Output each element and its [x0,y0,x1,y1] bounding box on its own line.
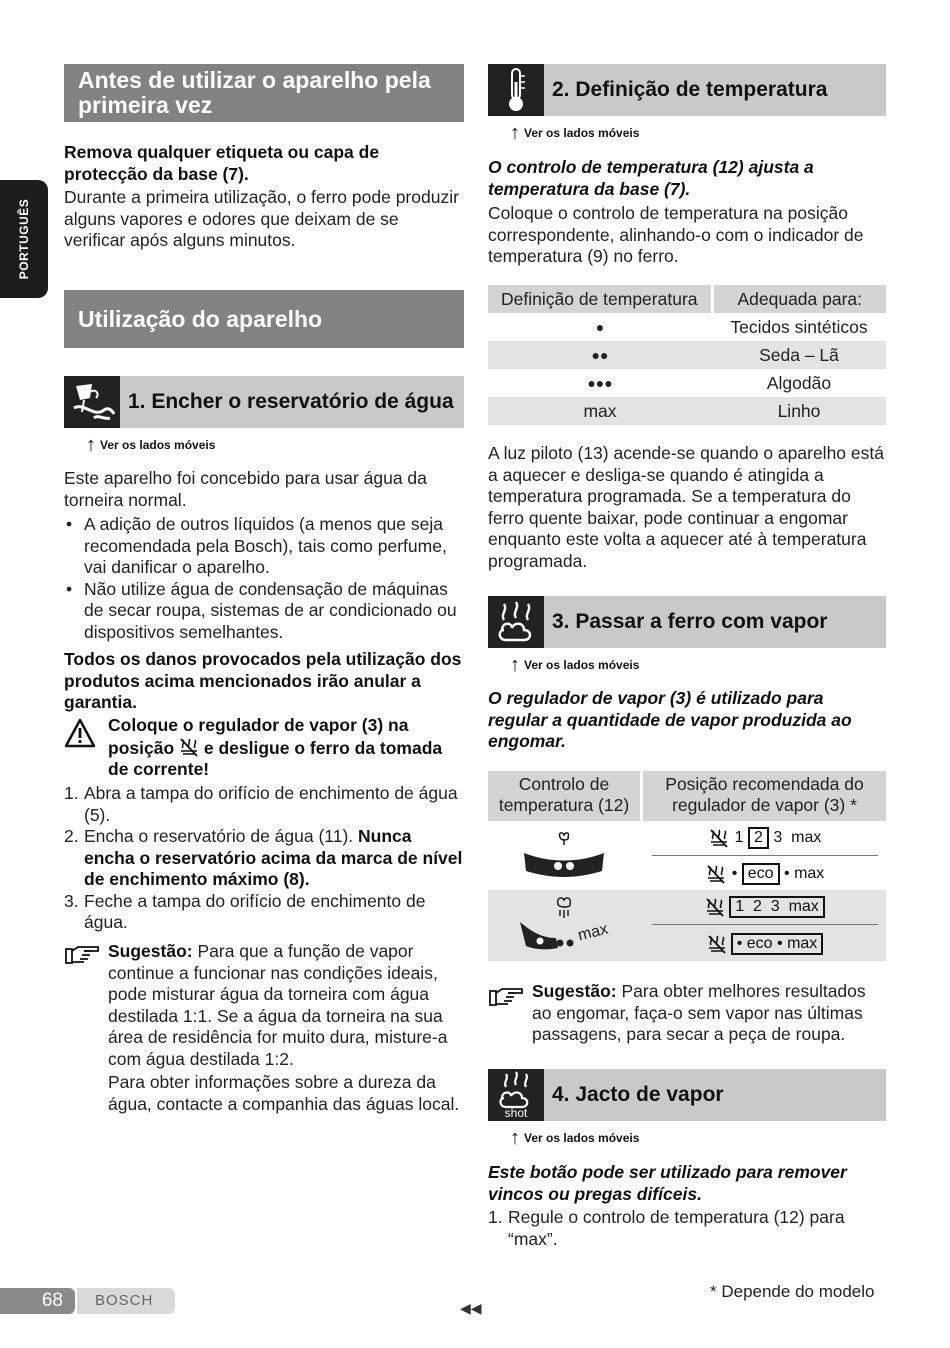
previous-page-icon[interactable]: ◀◀ [460,1300,482,1316]
section-steam-title: 3. Passar a ferro com vapor [552,610,828,633]
steam-setting-option [652,890,878,925]
table-cell: Tecidos sintéticos [730,316,868,337]
see-foldout-ref-3: ↑ Ver os lados móveis [510,654,640,676]
temperature-table [488,285,886,425]
steam-shot-lead: Este botão pode ser utilizado para remover vincos ou pregas difíceis. [488,1162,847,1204]
section-steam-header [488,596,886,648]
no-steam-icon [179,737,199,757]
tip-water-hardness: Para obter informações sobre a dureza da água, contacte a companhia das águas local. [108,1072,460,1114]
language-label: PORTUGUÊS [17,198,31,280]
table-cell: Algodão [766,372,832,393]
table-cell: ●● [488,341,712,369]
before-first-use-heading: Antes de utilizar o aparelho pela primeira vez [64,64,464,122]
pilot-light-note: A luz piloto (13) acende-se quando o aparelho está a aquecer e desliga-se quando é atingida a temperatura programada. Se a temperatura do ferro quente baixar, pode continuar a engomar enquanto este volta a aquecer até à temperatura programada. [488,443,884,571]
tip-water-mix: Sugestão: Para que a função de vapor continue a funcionar nas condições ideais, pode misturar água da torneira com água destilada 1:1. Se a água da torneira na sua área de residência for muito dura, misture-a com água destilada 1:2. [108,941,448,1069]
arrow-up-icon: ↑ [86,434,96,456]
water-jug-icon [64,376,120,428]
temperature-dial-max-icon [516,894,616,961]
steam-shot-steps [488,1207,886,1250]
tap-water-intro: Este aparelho foi concebido para usar água da torneira normal. [64,468,427,510]
setting-eco-selected: eco [742,863,780,885]
column-header: Definição de temperatura [488,285,712,313]
setting-3: 3 [773,829,783,846]
steam-table [488,771,886,961]
section-fill-water-title: 1. Encher o reservatório de água [128,390,454,413]
dial-max-label: max [576,920,610,945]
usage-heading: Utilização do aparelho [64,290,464,348]
steam-lead: O regulador de vapor (3) é utilizado para regular a quantidade de vapor produzida ao engomar. [488,688,852,751]
steam-icon [488,596,544,648]
list-item: • A adição de outros líquidos (a menos que seja recomendada pela Bosch), tais como perfume, vai danificar o aparelho. [64,514,464,579]
table-cell: max [488,397,712,425]
table-row [488,397,886,425]
liquids-warning-list [64,514,464,643]
arrow-up-icon: ↑ [510,122,520,144]
list-item: 2. Encha o reservatório de água (11). Nunca encha o reservatório acima da marca de nível de enchimento máximo (8). [64,826,463,889]
section-steam-shot-title: 4. Jacto de vapor [552,1083,724,1106]
no-steam-icon [706,864,726,884]
see-foldout-ref-1: ↑ Ver os lados móveis [86,434,216,456]
arrow-up-icon: ↑ [510,654,520,676]
no-steam-icon [707,934,727,954]
table-cell: ● [595,319,605,335]
tip-dry-pass: Sugestão: Para obter melhores resultados ao engomar, faça-o sem vapor nas últimas passagens, para secar a peça de roupa. [532,981,866,1044]
arrow-up-icon: ↑ [510,1127,520,1149]
pointing-hand-icon [64,943,100,972]
steam-shot-icon [488,1069,544,1121]
setting-range-selected: 1 2 3 max [729,896,825,918]
table-row [488,313,886,341]
shot-label: shot [504,1106,528,1120]
table-row [488,821,886,890]
see-foldout-ref-4: ↑ Ver os lados móveis [510,1127,640,1149]
temperature-instruction: Coloque o controlo de temperatura na posição correspondente, alinhando-o com o indicador de temperatura (9) no ferro. [488,203,864,266]
table-cell: Seda – Lã [712,341,886,369]
section-fill-water-header [64,376,464,428]
steam-setting-option: • eco • max [652,856,878,891]
unplug-warning: Coloque o regulador de vapor (3) na posição e desligue o ferro da tomada de corrente! [108,715,443,779]
language-tab [0,180,48,298]
warranty-warning: Todos os danos provocados pela utilização dos produtos acima mencionados irão anular a garantia. [64,649,462,712]
remove-label-instruction: Remova qualquer etiqueta ou capa de protecção da base (7). [64,142,380,184]
setting-max: max [794,864,825,882]
temperature-dial-low-icon [520,829,608,886]
setting-2-selected: 2 [748,827,769,849]
steam-setting-option [652,821,878,856]
no-steam-icon [705,897,725,917]
steam-setting-option [652,926,878,961]
table-cell: Linho [712,397,886,425]
temperature-lead: O controlo de temperatura (12) ajusta a temperatura da base (7). [488,157,814,199]
column-header: Controlo de temperatura (12) [488,771,640,821]
setting-max: max [791,829,822,846]
column-header: Posição recomendada do regulador de vapor (3) * [643,771,886,821]
table-row [488,341,886,369]
brand-label: BOSCH [77,1288,175,1314]
no-steam-icon [709,828,729,848]
section-temperature-title: 2. Definição de temperatura [552,78,828,101]
first-use-note: Durante a primeira utilização, o ferro pode produzir alguns vapores e odores que deixam de se verificar após alguns minutos. [64,187,459,250]
list-item: • Não utilize água de condensação de máquinas de secar roupa, sistemas de ar condicionado ou dispositivos semelhantes. [64,579,464,644]
setting-1: 1 [734,829,744,846]
caution-icon [64,718,96,753]
footnote: * Depende do modelo [710,1282,875,1301]
list-item: 1. Regule o controlo de temperatura (12) para “max”. [488,1207,845,1249]
see-foldout-ref-2: ↑ Ver os lados móveis [510,122,640,144]
list-item: 1. Abra a tampa do orifício de enchimento de água (5). [64,783,458,825]
section-steam-shot-header [488,1069,886,1121]
table-header-row [488,285,886,313]
list-item: 3. Feche a tampa do orifício de enchimento de água. [64,890,426,932]
table-row [488,369,886,397]
table-cell: ●●● [587,375,613,391]
thermometer-icon [488,64,544,116]
column-header: Adequada para: [712,285,886,313]
pointing-hand-icon [488,985,524,1014]
page-number: 68 [0,1288,75,1314]
fill-steps-list [64,783,464,934]
section-temperature-header [488,64,886,116]
setting-range-selected: • eco • max [731,933,824,955]
table-row [488,890,886,961]
